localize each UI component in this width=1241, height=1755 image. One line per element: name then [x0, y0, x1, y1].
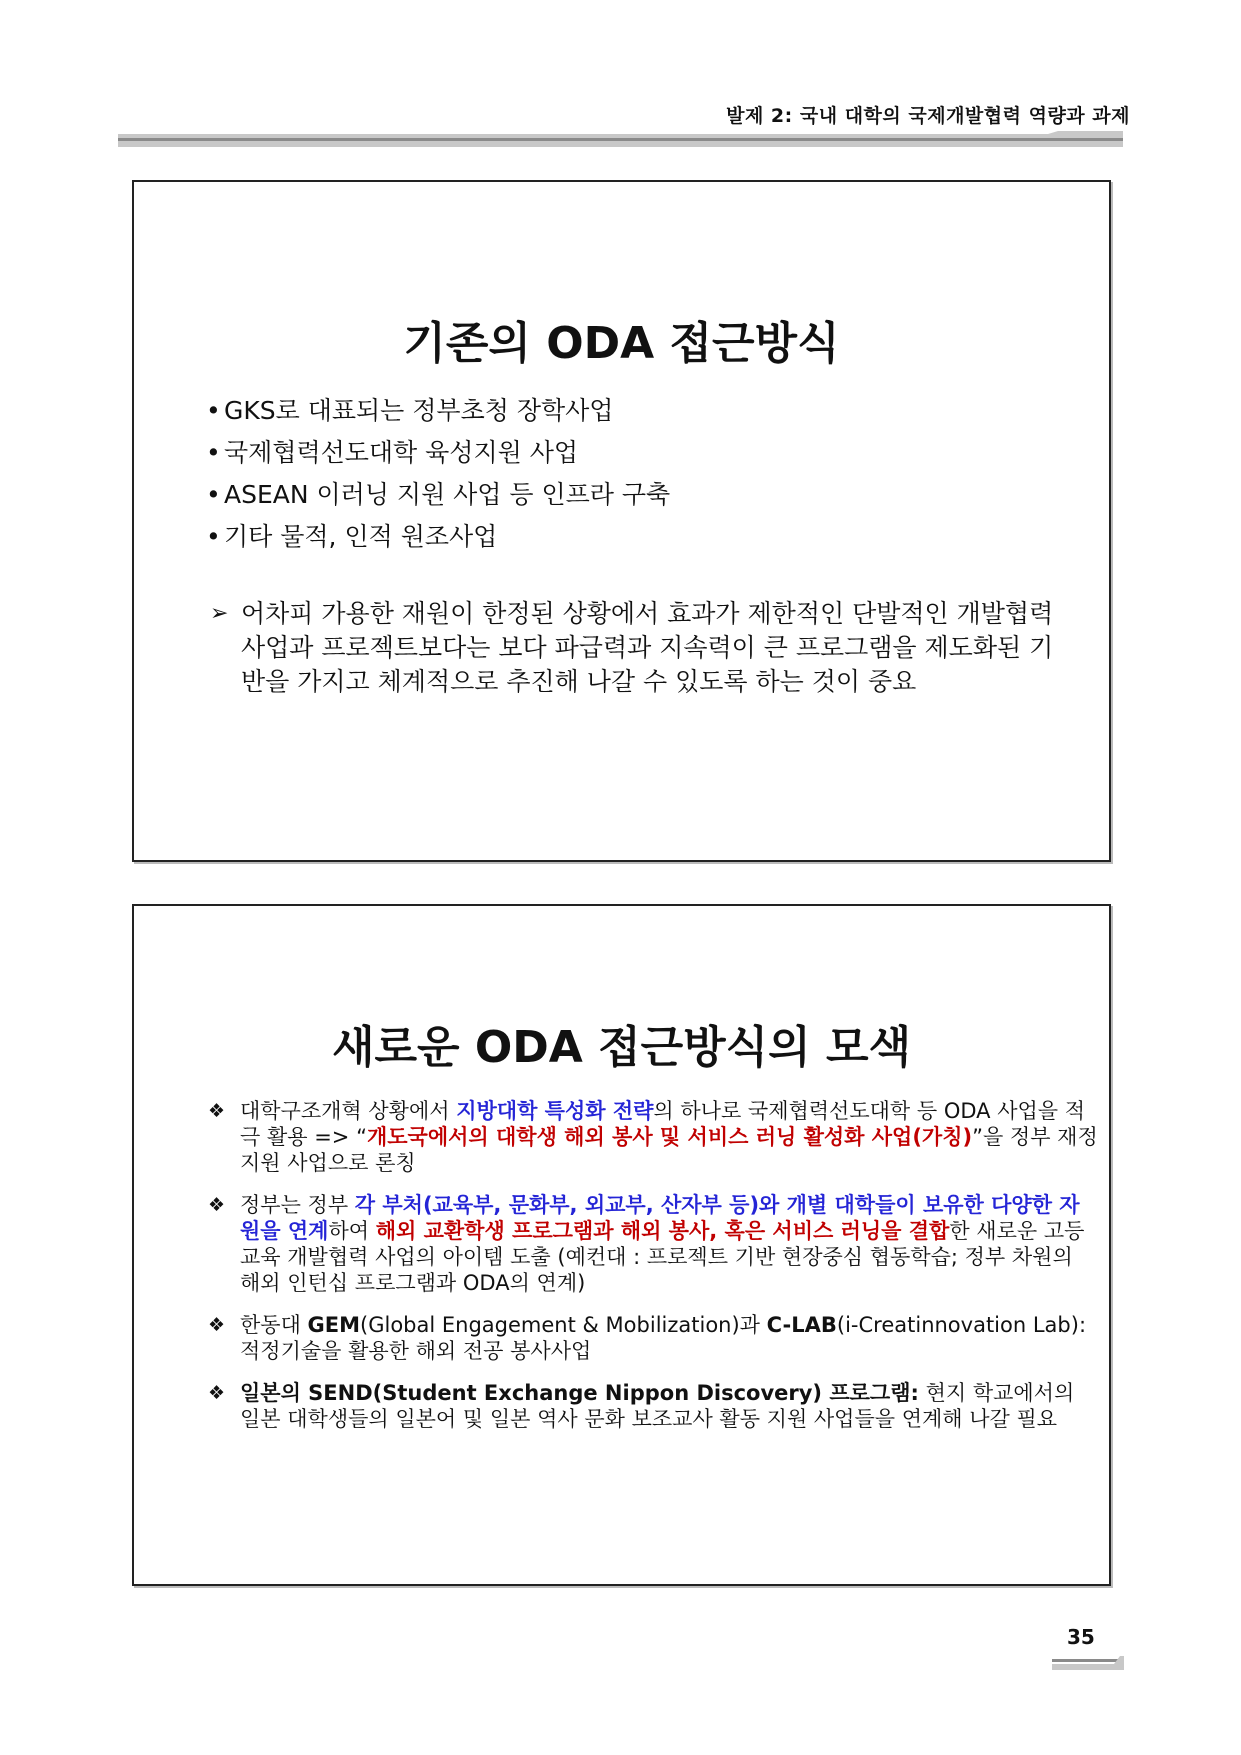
diamond-bullet-icon: ❖ [208, 1194, 226, 1216]
bullet-dot: • [206, 522, 221, 551]
diamond-bullet-icon: ❖ [208, 1314, 226, 1336]
diamond-bullet-icon: ❖ [208, 1100, 226, 1122]
proposal-list [208, 1098, 1098, 1448]
page-number: 35 [1067, 1625, 1095, 1649]
arrow-bullet-icon: ➢ [210, 601, 229, 626]
list-item: ❖ 정부는 정부 각 부처(교육부, 문화부, 외교부, 산자부 등)와 개별 대학들이 보유한 다양한 자원을 연계하여 해외 교환학생 프로그램과 해외 봉사, 혹은 서비스 러닝을 결합한 새로운 고등교육 개발협력 사업의 아이템 도출 (예컨대 : 프로젝트 기반 현장중심 협동학습; 정부 차원의 해외 인턴십 프로그램과 ODA의 연계) [208, 1193, 1085, 1295]
conclusion-note: ➢ 어차피 가용한 재원이 한정된 상황에서 효과가 제한적인 단발적인 개발협력 사업과 프로젝트보다는 보다 파급력과 지속력이 큰 프로그램을 제도화된 기반을 가지고 체계적으로 추진해 나갈 수 있도록 하는 것이 중요 [210, 599, 1054, 696]
bullet-dot: • [206, 438, 221, 467]
bullet-dot: • [206, 480, 221, 509]
slide-title: 새로운 ODA 접근방식의 모색 [332, 1022, 911, 1073]
header-rule [118, 131, 1123, 147]
list-item: ❖ 일본의 SEND(Student Exchange Nippon Discovery) 프로그램: 현지 학교에서의 일본 대학생들의 일본어 및 일본 역사 문화 보조교사 활동 지원 사업들을 연계해 나갈 필요 [208, 1381, 1075, 1431]
list-item: ❖ 대학구조개혁 상황에서 지방대학 특성화 전략의 하나로 국제협력선도대학 등 ODA 사업을 적극 활용 => “개도국에서의 대학생 해외 봉사 및 서비스 러닝 활성화 사업(가칭)”을 정부 재정지원 사업으로 론칭 [208, 1099, 1098, 1175]
bullet-item: • 기타 물적, 인적 원조사업 [206, 516, 670, 558]
bullet-item: • ASEAN 이러닝 지원 사업 등 인프라 구축 [206, 474, 670, 516]
footer-rule [1052, 1656, 1124, 1670]
bullet-item: • 국제협력선도대학 육성지원 사업 [206, 432, 670, 474]
slide-title: 기존의 ODA 접근방식 [403, 318, 840, 369]
diamond-bullet-icon: ❖ [208, 1382, 226, 1404]
running-header: 발제 2: 국내 대학의 국제개발협력 역량과 과제 [726, 105, 1130, 127]
bullet-item: • GKS로 대표되는 정부초청 장학사업 [206, 390, 670, 432]
list-item: ❖ 한동대 GEM(Global Engagement & Mobilization)과 C-LAB(i-Creatinnovation Lab): 적정기술을 활용한 해외 전공 봉사사업 [208, 1313, 1087, 1363]
bullet-dot: • [206, 396, 221, 425]
slide-existing-oda [132, 180, 1111, 862]
slide-new-oda [132, 904, 1111, 1586]
bullet-list [206, 390, 670, 558]
